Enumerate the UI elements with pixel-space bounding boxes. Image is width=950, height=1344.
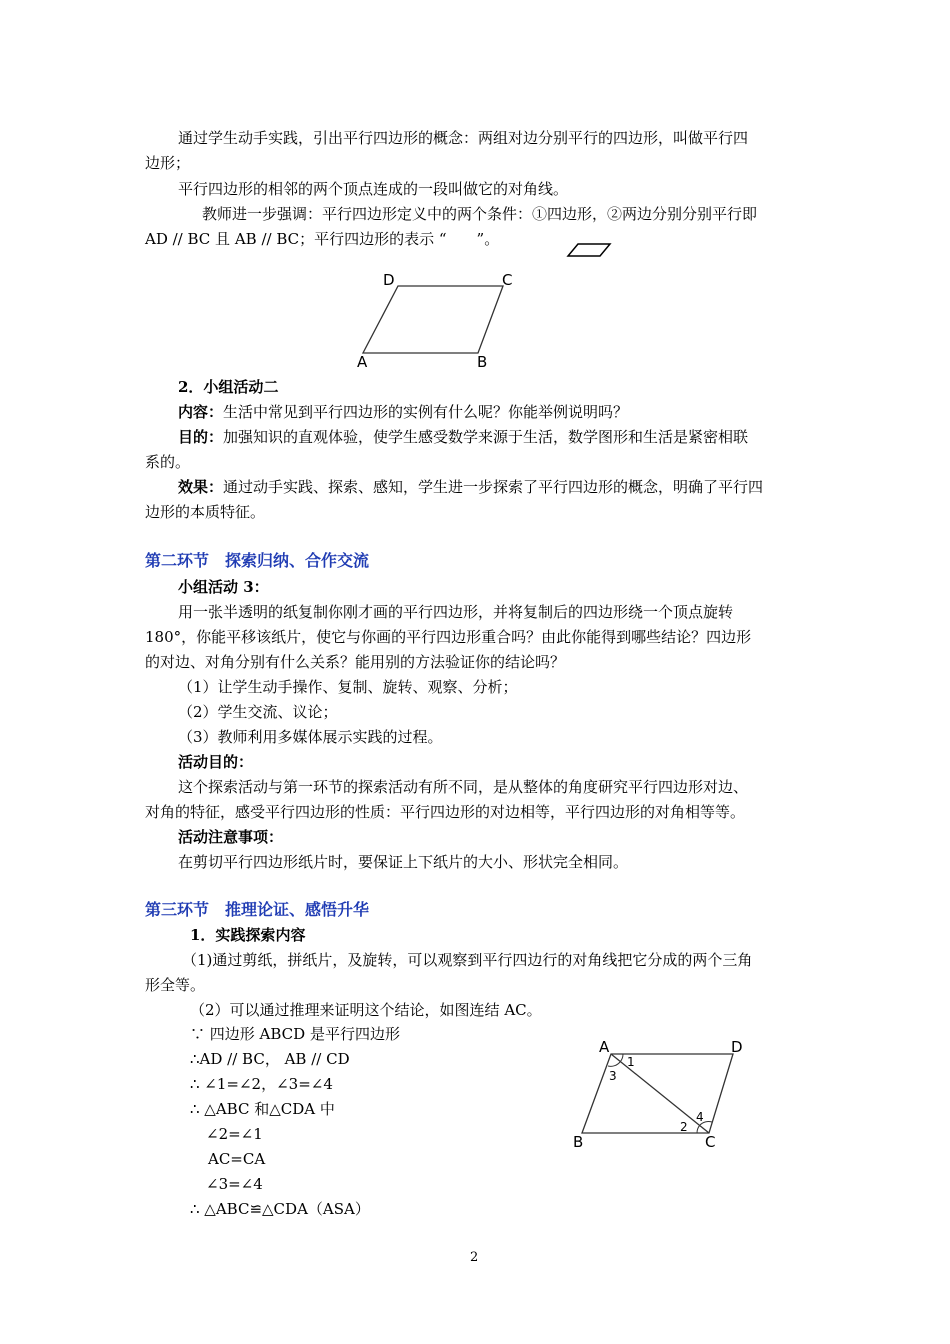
step-line: （1）让学生动手操作、复制、旋转、观察、分析；	[178, 678, 518, 696]
purpose-line	[178, 427, 748, 447]
vertex-label-c: C	[705, 1133, 716, 1151]
purpose-text: 加强知识的直观体验，使学生感受数学来源于生活，数学图形和生活是紧密相联	[223, 428, 749, 446]
para-line: （1)通过剪纸，拼纸片，及旋转，可以观察到平行四边行的对角线把它分成的两个三角	[182, 951, 753, 969]
para-line: 系的。	[145, 453, 191, 471]
para-line: 用一张半透明的纸复制你刚才画的平行四边形，并将复制后的四边形绕一个顶点旋转	[178, 603, 734, 621]
angle-arc	[608, 1062, 620, 1066]
para-line: 对角的特征，感受平行四边形的性质：平行四边形的对边相等，平行四边形的对角相等等。	[145, 803, 746, 821]
vertex-label-d: D	[731, 1038, 743, 1056]
section-subheading: 小组活动 3：	[178, 578, 269, 596]
content-line	[178, 402, 628, 422]
proof-line: ∴ △ABC 和△CDA 中	[190, 1100, 335, 1118]
vertex-label-b: B	[573, 1133, 584, 1151]
para-line: 在剪切平行四边形纸片时，要保证上下纸片的大小、形状完全相同。	[178, 853, 629, 871]
para-line: 边形；	[145, 154, 191, 172]
para-line: 这个探索活动与第一环节的探索活动有所不同，是从整体的角度研究平行四边形对边、	[178, 778, 749, 796]
vertex-label-a: A	[357, 353, 368, 371]
proof-line: ∠2=∠1	[206, 1125, 263, 1143]
purpose-label: 目的：	[178, 428, 224, 446]
parallelogram-symbol-icon	[566, 242, 612, 258]
activity-heading: 2．小组活动二	[178, 378, 279, 396]
diagonal-figure	[565, 1035, 765, 1160]
proof-line: AC=CA	[208, 1150, 266, 1168]
angle-label-4: 4	[696, 1110, 704, 1124]
para-line: 通过学生动手实践，引出平行四边形的概念：两组对边分别平行的四边形，叫做平行四	[178, 129, 749, 147]
effect-label: 效果：	[178, 478, 224, 496]
vertex-label-a: A	[599, 1038, 610, 1056]
parallelogram-figure	[350, 268, 530, 371]
effect-text: 通过动手实践、探索、感知，学生进一步探索了平行四边形的概念，明确了平行四	[223, 478, 764, 496]
para-line: 180°，你能平移该纸片，使它与你画的平行四边形重合吗？由此你能得到哪些结论？四边形	[145, 628, 752, 646]
angle-arc	[697, 1125, 700, 1133]
para-line: AD // BC 且 AB // BC；平行四边形的表示 “ ”。	[145, 230, 500, 248]
proof-line: ∵ 四边形 ABCD 是平行四边形	[190, 1025, 400, 1043]
proof-line: ∴ △ABC≌△CDA（ASA）	[190, 1200, 370, 1218]
purpose-heading: 活动目的：	[178, 753, 254, 771]
para-line: 的对边、对角分别有什么关系？能用别的方法验证你的结论吗？	[145, 653, 566, 671]
angle-label-2: 2	[680, 1120, 688, 1134]
vertex-label-c: C	[502, 271, 513, 289]
vertex-label-b: B	[477, 353, 488, 371]
section-title: 第二环节 探索归纳、合作交流	[145, 551, 370, 570]
content-label: 内容：	[178, 403, 224, 421]
angle-arc	[620, 1054, 623, 1062]
step-line: （2）学生交流、议论；	[178, 703, 338, 721]
para-line: 边形的本质特征。	[145, 503, 266, 521]
diagonal-ac	[611, 1054, 709, 1133]
para-line: （2）可以通过推理来证明这个结论，如图连结 AC。	[190, 1001, 542, 1019]
para-line: 形全等。	[145, 976, 206, 994]
effect-line	[178, 477, 763, 497]
proof-line: ∴ ∠1=∠2，∠3=∠4	[190, 1075, 333, 1093]
section-title: 第三环节 推理论证、感悟升华	[145, 900, 370, 919]
proof-line: ∠3=∠4	[206, 1175, 263, 1193]
angle-label-1: 1	[627, 1055, 635, 1069]
parallelogram-shape	[363, 286, 503, 353]
vertex-label-d: D	[383, 271, 395, 289]
para-line: 教师进一步强调：平行四边形定义中的两个条件：①四边形，②两边分别分别平行即	[202, 205, 758, 223]
para-line: 平行四边形的相邻的两个顶点连成的一段叫做它的对角线。	[178, 180, 569, 198]
step-line: （3）教师利用多媒体展示实践的过程。	[178, 728, 443, 746]
note-heading: 活动注意事项：	[178, 828, 284, 846]
section-subheading: 1．实践探索内容	[190, 926, 306, 944]
proof-line: ∴AD // BC， AB // CD	[190, 1050, 350, 1068]
content-text: 生活中常见到平行四边形的实例有什么呢？你能举例说明吗？	[223, 403, 629, 421]
page-number: 2	[470, 1250, 479, 1265]
angle-label-3: 3	[609, 1069, 617, 1083]
